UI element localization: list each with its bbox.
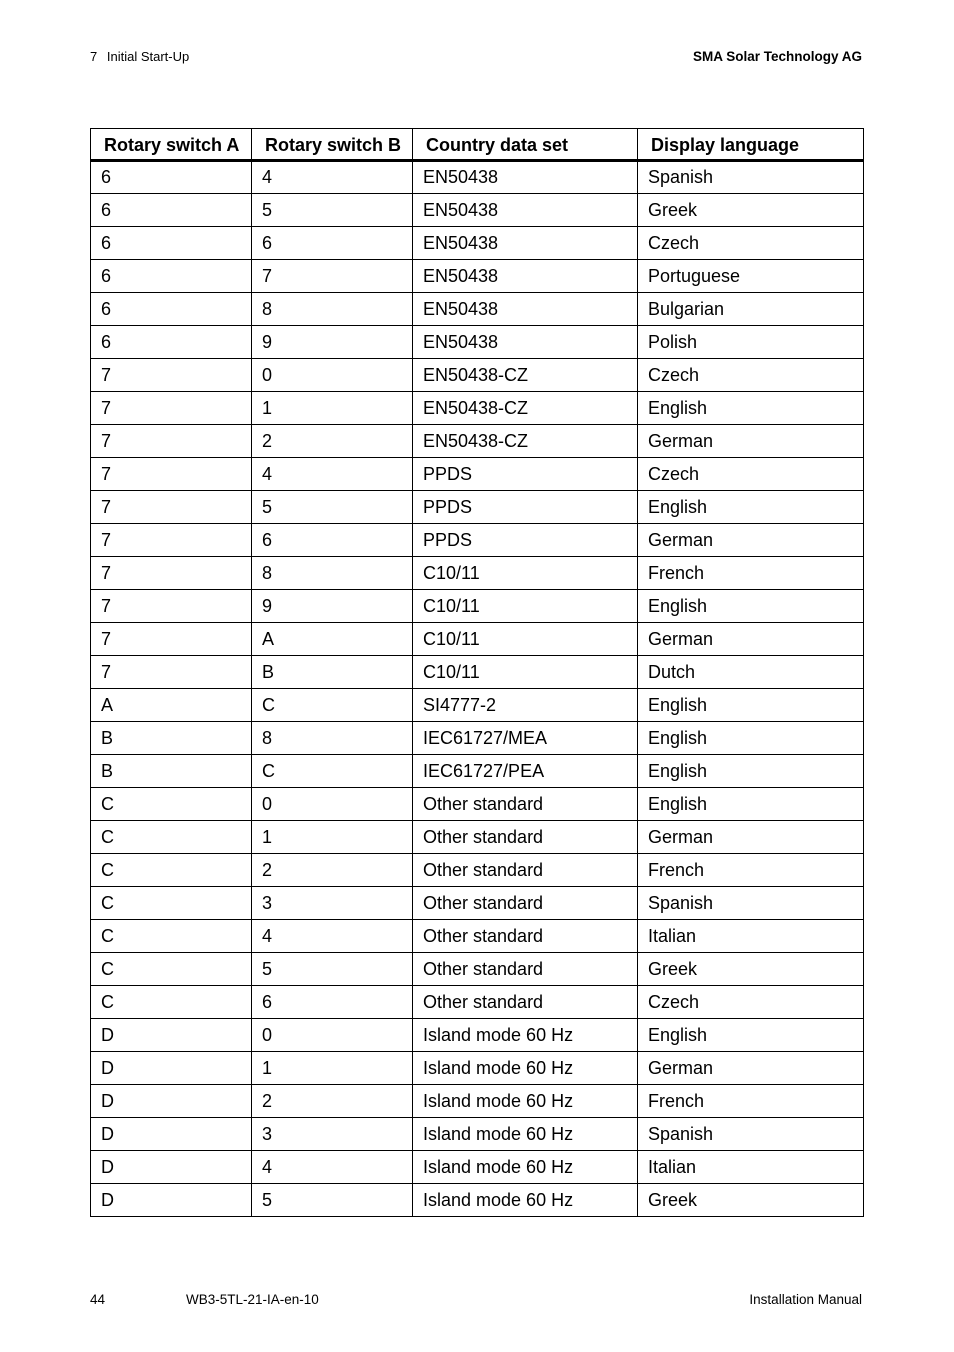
rotary-switch-b-cell: 2 xyxy=(252,854,413,887)
country-data-set-cell: Other standard xyxy=(413,953,638,986)
table-row xyxy=(91,953,864,986)
display-language-cell: Bulgarian xyxy=(638,293,864,326)
rotary-switch-a-cell: 6 xyxy=(91,326,252,359)
display-language-cell: German xyxy=(638,623,864,656)
table-row xyxy=(91,392,864,425)
display-language-cell: Czech xyxy=(638,986,864,1019)
rotary-switch-a-cell: D xyxy=(91,1019,252,1052)
rotary-switch-b-cell: 8 xyxy=(252,722,413,755)
table-row xyxy=(91,1151,864,1184)
rotary-switch-a-cell: C xyxy=(91,986,252,1019)
rotary-switch-b-cell: 8 xyxy=(252,293,413,326)
table-row xyxy=(91,491,864,524)
country-data-set-cell: EN50438-CZ xyxy=(413,425,638,458)
table-row xyxy=(91,656,864,689)
table-row xyxy=(91,227,864,260)
rotary-switch-b-cell: 6 xyxy=(252,227,413,260)
rotary-switch-a-cell: D xyxy=(91,1085,252,1118)
country-data-set-cell: C10/11 xyxy=(413,590,638,623)
display-language-cell: Greek xyxy=(638,194,864,227)
rotary-switch-b-cell: 3 xyxy=(252,1118,413,1151)
rotary-switch-b-cell: 0 xyxy=(252,788,413,821)
rotary-switch-b-cell: 2 xyxy=(252,425,413,458)
rotary-switch-a-cell: D xyxy=(91,1118,252,1151)
table-row xyxy=(91,854,864,887)
rotary-switch-a-cell: C xyxy=(91,887,252,920)
country-data-set-cell: Island mode 60 Hz xyxy=(413,1151,638,1184)
display-language-cell: Greek xyxy=(638,953,864,986)
table-body xyxy=(91,161,864,1217)
country-data-set-cell: Other standard xyxy=(413,986,638,1019)
rotary-switch-a-cell: D xyxy=(91,1151,252,1184)
rotary-switch-a-cell: C xyxy=(91,953,252,986)
table-row xyxy=(91,359,864,392)
display-language-cell: English xyxy=(638,689,864,722)
table-row xyxy=(91,689,864,722)
table-row xyxy=(91,623,864,656)
display-language-cell: French xyxy=(638,1085,864,1118)
display-language-cell: French xyxy=(638,854,864,887)
country-data-set-cell: C10/11 xyxy=(413,656,638,689)
display-language-cell: Czech xyxy=(638,359,864,392)
display-language-cell: Polish xyxy=(638,326,864,359)
rotary-switch-b-cell: B xyxy=(252,656,413,689)
table-row xyxy=(91,722,864,755)
rotary-switch-b-cell: 5 xyxy=(252,194,413,227)
country-data-set-cell: IEC61727/MEA xyxy=(413,722,638,755)
rotary-switch-b-cell: C xyxy=(252,755,413,788)
rotary-switch-b-cell: 9 xyxy=(252,590,413,623)
display-language-cell: Portuguese xyxy=(638,260,864,293)
country-data-set-cell: EN50438 xyxy=(413,161,638,194)
rotary-switch-a-cell: 7 xyxy=(91,392,252,425)
table-header-row xyxy=(91,129,864,161)
country-data-set-cell: Island mode 60 Hz xyxy=(413,1184,638,1217)
rotary-switch-a-cell: 7 xyxy=(91,458,252,491)
rotary-switch-a-cell: C xyxy=(91,920,252,953)
table-row xyxy=(91,821,864,854)
rotary-switch-a-cell: A xyxy=(91,689,252,722)
column-header: Country data set xyxy=(413,129,638,161)
rotary-switch-a-cell: 6 xyxy=(91,227,252,260)
rotary-switch-a-cell: 7 xyxy=(91,656,252,689)
rotary-switch-b-cell: 5 xyxy=(252,953,413,986)
display-language-cell: English xyxy=(638,491,864,524)
table-row xyxy=(91,920,864,953)
rotary-switch-a-cell: D xyxy=(91,1184,252,1217)
country-data-set-cell: Other standard xyxy=(413,887,638,920)
display-language-cell: Greek xyxy=(638,1184,864,1217)
display-language-cell: German xyxy=(638,1052,864,1085)
display-language-cell: English xyxy=(638,1019,864,1052)
rotary-switch-b-cell: 6 xyxy=(252,986,413,1019)
rotary-switch-a-cell: 7 xyxy=(91,590,252,623)
rotary-switch-b-cell: A xyxy=(252,623,413,656)
column-header: Display language xyxy=(638,129,864,161)
country-data-set-cell: EN50438-CZ xyxy=(413,359,638,392)
table-row xyxy=(91,887,864,920)
country-data-set-cell: Other standard xyxy=(413,920,638,953)
table-row xyxy=(91,293,864,326)
column-header: Rotary switch B xyxy=(252,129,413,161)
table-row xyxy=(91,425,864,458)
display-language-cell: German xyxy=(638,821,864,854)
rotary-switch-a-cell: 7 xyxy=(91,623,252,656)
table-row xyxy=(91,1052,864,1085)
rotary-switch-a-cell: D xyxy=(91,1052,252,1085)
display-language-cell: Czech xyxy=(638,458,864,491)
rotary-switch-a-cell: 7 xyxy=(91,425,252,458)
country-data-set-cell: PPDS xyxy=(413,458,638,491)
country-data-set-cell: Other standard xyxy=(413,854,638,887)
country-data-set-cell: EN50438-CZ xyxy=(413,392,638,425)
rotary-switch-b-cell: 9 xyxy=(252,326,413,359)
rotary-switch-b-cell: 4 xyxy=(252,1151,413,1184)
running-header-chapter xyxy=(90,49,189,64)
table-row xyxy=(91,788,864,821)
country-data-set-cell: PPDS xyxy=(413,524,638,557)
rotary-switch-a-cell: 7 xyxy=(91,524,252,557)
rotary-switch-b-cell: 4 xyxy=(252,458,413,491)
table-row xyxy=(91,1184,864,1217)
display-language-cell: French xyxy=(638,557,864,590)
rotary-switch-b-cell: 2 xyxy=(252,1085,413,1118)
rotary-switch-a-cell: 7 xyxy=(91,557,252,590)
country-data-set-cell: C10/11 xyxy=(413,623,638,656)
display-language-cell: German xyxy=(638,524,864,557)
chapter-number: 7 xyxy=(90,49,98,64)
table-row xyxy=(91,260,864,293)
chapter-title: Initial Start-Up xyxy=(106,49,190,64)
country-data-set-cell: C10/11 xyxy=(413,557,638,590)
display-language-cell: German xyxy=(638,425,864,458)
rotary-switch-a-cell: 7 xyxy=(91,491,252,524)
display-language-cell: Dutch xyxy=(638,656,864,689)
country-data-set-cell: EN50438 xyxy=(413,326,638,359)
display-language-cell: Spanish xyxy=(638,161,864,194)
country-data-set-cell: IEC61727/PEA xyxy=(413,755,638,788)
table-row xyxy=(91,161,864,194)
rotary-switch-table xyxy=(90,128,864,1217)
display-language-cell: English xyxy=(638,722,864,755)
table-row xyxy=(91,755,864,788)
rotary-switch-b-cell: 4 xyxy=(252,161,413,194)
table-row xyxy=(91,1019,864,1052)
rotary-switch-b-cell: 1 xyxy=(252,392,413,425)
document-type: Installation Manual xyxy=(749,1292,862,1307)
rotary-switch-a-cell: C xyxy=(91,821,252,854)
rotary-switch-a-cell: C xyxy=(91,788,252,821)
display-language-cell: English xyxy=(638,392,864,425)
country-data-set-cell: Other standard xyxy=(413,821,638,854)
display-language-cell: Italian xyxy=(638,1151,864,1184)
country-data-set-cell: EN50438 xyxy=(413,227,638,260)
table-row xyxy=(91,1118,864,1151)
country-data-set-cell: Other standard xyxy=(413,788,638,821)
rotary-switch-b-cell: 0 xyxy=(252,359,413,392)
page-number: 44 xyxy=(90,1292,106,1307)
display-language-cell: English xyxy=(638,590,864,623)
rotary-switch-b-cell: 5 xyxy=(252,1184,413,1217)
country-data-set-cell: PPDS xyxy=(413,491,638,524)
display-language-cell: Spanish xyxy=(638,887,864,920)
display-language-cell: English xyxy=(638,788,864,821)
country-data-set-cell: EN50438 xyxy=(413,293,638,326)
rotary-switch-b-cell: 6 xyxy=(252,524,413,557)
rotary-switch-a-cell: 6 xyxy=(91,194,252,227)
rotary-switch-a-cell: 6 xyxy=(91,260,252,293)
rotary-switch-a-cell: 6 xyxy=(91,293,252,326)
rotary-switch-b-cell: 7 xyxy=(252,260,413,293)
table-row xyxy=(91,326,864,359)
country-data-set-cell: SI4777-2 xyxy=(413,689,638,722)
rotary-switch-b-cell: 5 xyxy=(252,491,413,524)
rotary-switch-b-cell: 3 xyxy=(252,887,413,920)
rotary-switch-b-cell: 4 xyxy=(252,920,413,953)
rotary-switch-a-cell: C xyxy=(91,854,252,887)
country-data-set-cell: Island mode 60 Hz xyxy=(413,1019,638,1052)
table-row xyxy=(91,986,864,1019)
rotary-switch-table-container xyxy=(90,128,863,1217)
table-row xyxy=(91,557,864,590)
country-data-set-cell: EN50438 xyxy=(413,260,638,293)
display-language-cell: Spanish xyxy=(638,1118,864,1151)
rotary-switch-b-cell: 1 xyxy=(252,821,413,854)
table-row xyxy=(91,458,864,491)
rotary-switch-a-cell: 6 xyxy=(91,161,252,194)
country-data-set-cell: Island mode 60 Hz xyxy=(413,1052,638,1085)
company-name: SMA Solar Technology AG xyxy=(692,49,862,64)
country-data-set-cell: Island mode 60 Hz xyxy=(413,1118,638,1151)
display-language-cell: English xyxy=(638,755,864,788)
table-row xyxy=(91,1085,864,1118)
table-row xyxy=(91,194,864,227)
rotary-switch-a-cell: B xyxy=(91,755,252,788)
country-data-set-cell: Island mode 60 Hz xyxy=(413,1085,638,1118)
rotary-switch-b-cell: 1 xyxy=(252,1052,413,1085)
rotary-switch-b-cell: 8 xyxy=(252,557,413,590)
rotary-switch-b-cell: C xyxy=(252,689,413,722)
rotary-switch-a-cell: 7 xyxy=(91,359,252,392)
column-header: Rotary switch A xyxy=(91,129,252,161)
display-language-cell: Czech xyxy=(638,227,864,260)
rotary-switch-a-cell: B xyxy=(91,722,252,755)
display-language-cell: Italian xyxy=(638,920,864,953)
table-row xyxy=(91,524,864,557)
country-data-set-cell: EN50438 xyxy=(413,194,638,227)
document-code: WB3-5TL-21-IA-en-10 xyxy=(186,1292,319,1307)
table-row xyxy=(91,590,864,623)
rotary-switch-b-cell: 0 xyxy=(252,1019,413,1052)
